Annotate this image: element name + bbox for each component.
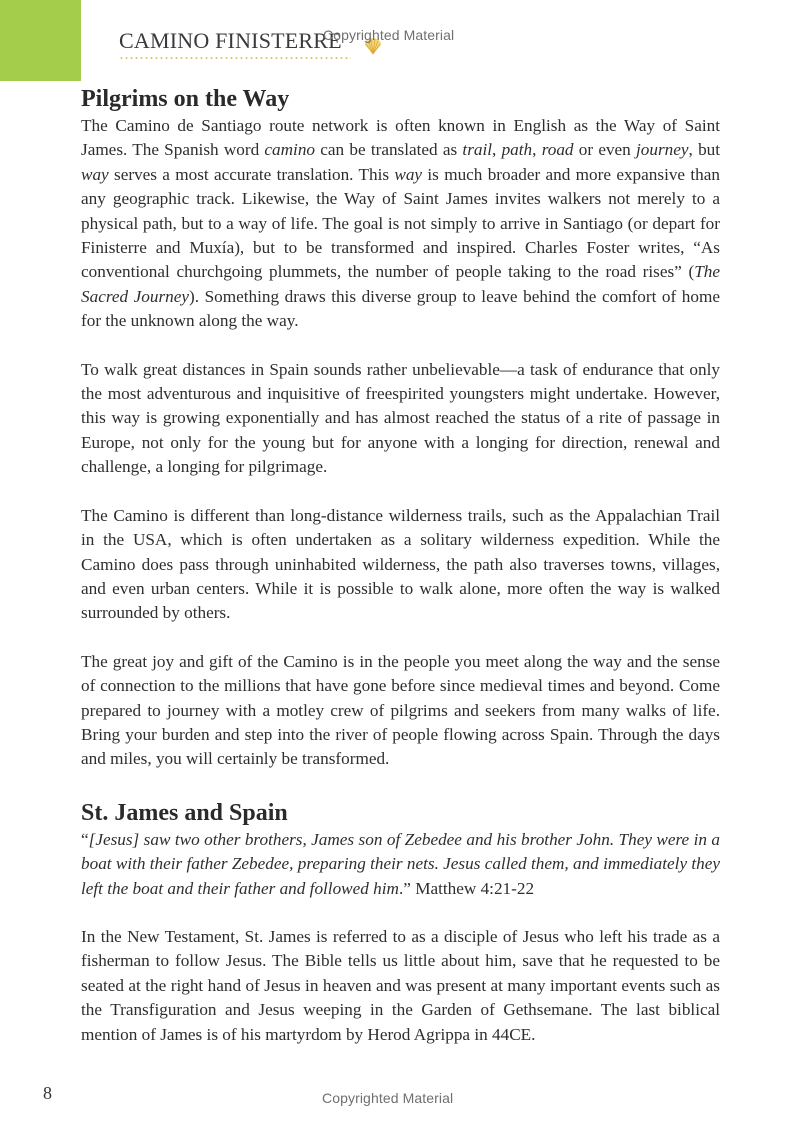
paragraph: [81, 114, 720, 334]
running-title: CAMINO FINISTERRE: [119, 28, 342, 53]
running-header: [119, 28, 342, 58]
text-run: The Camino de Santiago route network is often known in English as the Way of Saint James. The Spanish word: [81, 116, 720, 160]
paragraph: [81, 358, 720, 480]
paragraph: [81, 650, 720, 772]
quote-text: [Jesus] saw two other brothers, James son of Zebedee and his brother John. They were in a boat with their father Zebedee, preparing their nets. Jesus called them, and immediately they left the boat and their father and followed him: [81, 829, 720, 898]
text-run: The great joy and gift of the Camino is in the people you meet along the way and the sense of connection to the millions that have gone before since medieval times and beyond. Come prepared to journey with a motley crew of pilgrims and seekers from many walks of life. Bring your burden and step into the river of people flowing across Spain. Through the days and miles, you will certainly be transformed.: [81, 651, 720, 769]
text-run: or even: [573, 140, 637, 160]
copyright-watermark-top: Copyrighted Material: [323, 27, 455, 43]
text-run: The Camino is different than long-distance wilderness trails, such as the Appalachian Trail in the USA, which is often undertaken as a solitary wilderness expedition. While the Camino does pass through uninhabited wilderness, the path also traverses towns, villages, and even urban centers. While it is possible to walk alone, more often the way is walked surrounded by others.: [81, 505, 720, 623]
epigraph-quote: [81, 828, 720, 901]
italic-text: trail: [462, 140, 493, 160]
section-heading: Pilgrims on the Way: [81, 86, 290, 112]
text-run: , but: [688, 140, 721, 160]
paragraph: [81, 504, 720, 626]
text-run: To walk great distances in Spain sounds rather unbelievable—a task of endurance that only the most adventurous and inquisitive of freespirited youngsters might undertake. However, this way is growing exponentially and has almost reached the status of a rite of passage in Europe, not only for the young but for anyone with a longing for direction, renewal and challenge, a longing for pilgrimage.: [81, 359, 720, 477]
quote-citation: Matthew 4:21-22: [415, 878, 535, 898]
copyright-watermark-bottom: Copyrighted Material: [322, 1090, 454, 1106]
section-heading: St. James and Spain: [81, 799, 288, 826]
italic-text: The Sacred Journey: [81, 262, 720, 306]
text-run: is much broader and more expansive than any geographic track. Likewise, the Way of Saint James invites walkers not merely to a physical path, but to a way of life. The goal is not simply to arrive in Santiago (or depart for Finisterre and Muxía), but to be transformed and inspired. Charles Foster writes, “As conventional churchgoing plummets, the number of people taking to the road rises” (: [81, 164, 720, 282]
dotted-underline: [119, 57, 351, 59]
italic-text: road: [541, 140, 574, 160]
italic-text: camino: [264, 140, 316, 160]
text-run: ,: [492, 140, 502, 160]
text-run: ,: [532, 140, 542, 160]
quote-open: “: [81, 829, 89, 849]
text-run: In the New Testament, St. James is referred to as a disciple of Jesus who left his trade as a fisherman to follow Jesus. The Bible tells us little about him, save that he requested to be seated at the right hand of Jesus in heaven and was present at many important events such as the Transfiguration and Jesus weeping in the Garden of Gethsemane. The last biblical mention of James is of his martyrdom by Herod Agrippa in 44CE.: [81, 926, 720, 1044]
paragraph: [81, 925, 720, 1047]
quote-close: .”: [398, 878, 416, 898]
page-number: 8: [43, 1083, 52, 1103]
text-run: serves a most accurate translation. This: [108, 164, 395, 184]
chapter-color-tab: [0, 0, 81, 81]
page-body: [81, 84, 720, 1047]
section-st-james-and-spain: [81, 798, 720, 1047]
text-run: ). Something draws this diverse group to leave behind the comfort of home for the unknown along the way.: [81, 286, 720, 331]
text-run: can be translated as: [315, 140, 463, 160]
italic-text: journey: [636, 140, 689, 160]
italic-text: way: [81, 164, 109, 184]
italic-text: path: [501, 140, 533, 160]
italic-text: way: [394, 164, 423, 184]
section-pilgrims-on-the-way: [81, 84, 720, 772]
